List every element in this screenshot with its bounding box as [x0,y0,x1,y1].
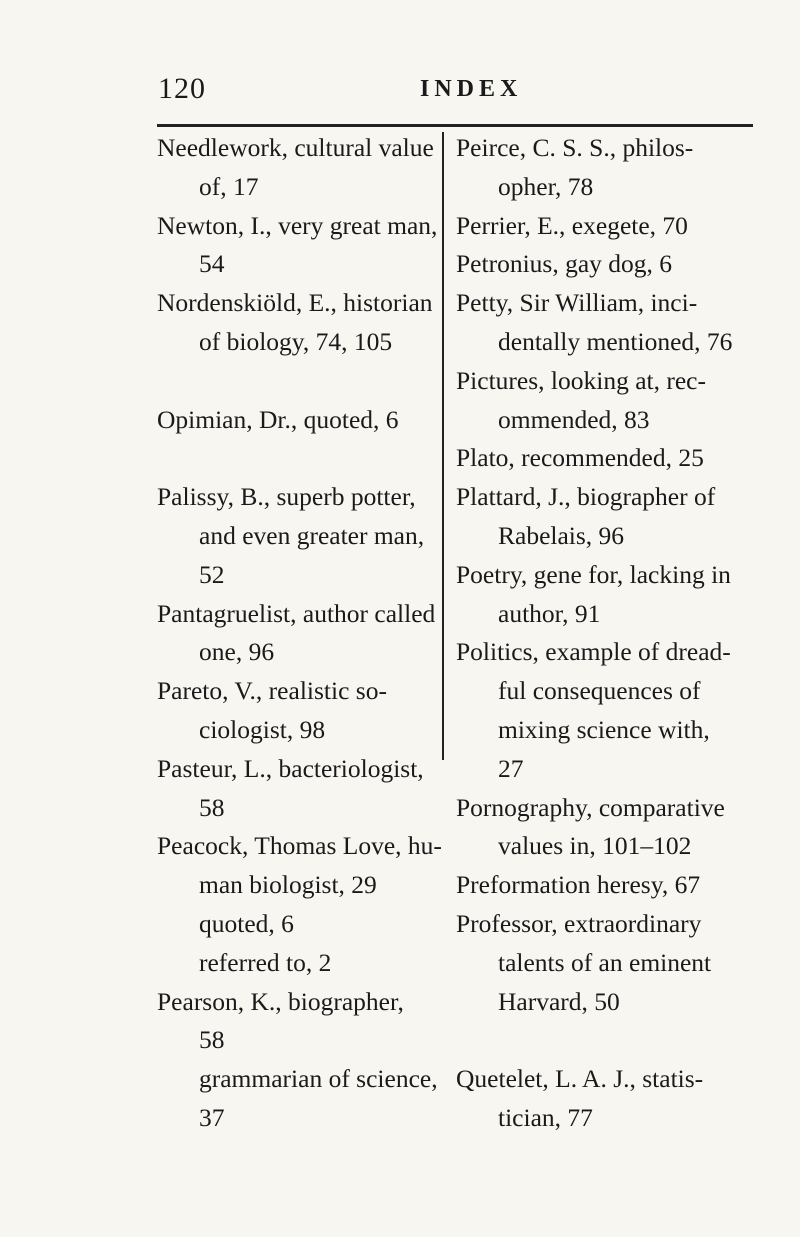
index-entry [157,827,457,905]
index-line: Preformation heresy, 67 [456,870,701,900]
index-line: author, 91 [498,598,601,628]
index-line: Peirce, C. S. S., philos- [456,133,694,162]
index-entry [157,401,457,440]
index-entry [456,556,756,634]
index-line: 58 [199,1025,225,1055]
index-subentry [157,944,457,983]
index-line: Pictures, looking at, rec- [456,365,706,395]
running-head: INDEX [420,76,523,102]
index-line: Pearson, K., biographer, [157,986,404,1016]
index-line: and even greater man, [199,520,425,550]
header-rule [157,124,753,127]
index-line: talents of an eminent [498,947,712,977]
index-subentry [157,1060,457,1138]
index-line: Plattard, J., biographer of [456,482,716,512]
index-line: Pornography, comparative [456,792,725,822]
index-entry [456,362,756,440]
index-line: tician, 77 [498,1102,593,1132]
index-line: Peacock, Thomas Love, hu- [157,831,442,861]
index-line: Petronius, gay dog, 6 [456,249,673,279]
index-entry [456,905,756,1021]
index-line: Needlework, cultural value [157,133,434,162]
index-line: Opimian, Dr., quoted, 6 [157,404,399,434]
index-line: man biologist, 29 [199,870,377,900]
index-line: Poetry, gene for, lacking in [456,559,731,589]
index-entry [456,866,756,905]
index-column-right [456,129,756,1138]
index-line: of biology, 74, 105 [199,326,393,356]
index-entry [157,284,457,362]
index-entry [456,633,756,788]
index-entry [456,129,756,207]
index-line: Perrier, E., exegete, 70 [456,210,688,240]
index-line: opher, 78 [498,171,594,201]
index-entry [157,129,457,207]
column-divider [442,132,444,760]
index-entry [157,595,457,673]
index-line: ciologist, 98 [199,714,326,744]
page-number: 120 [158,72,206,105]
index-line: quoted, 6 [199,908,294,938]
index-entry [456,1060,756,1138]
index-line: grammarian of science, [199,1064,438,1094]
index-line: Nordenskiöld, E., historian [157,288,433,318]
index-line: Politics, example of dread- [456,637,731,667]
index-entry [456,207,756,246]
index-line: ful consequences of [498,676,701,706]
index-entry [157,672,457,750]
index-entry [456,789,756,867]
index-entry [157,207,457,285]
index-line: 52 [199,559,225,589]
index-line: referred to, 2 [199,947,332,977]
index-line: ommended, 83 [498,404,650,434]
index-line: Newton, I., very great man, [157,210,438,240]
index-line: Palissy, B., superb potter, [157,482,416,512]
index-line: one, 96 [199,637,275,667]
page-header [0,72,800,112]
index-subentry [157,905,457,944]
index-entry [157,983,457,1061]
index-line: 54 [199,249,225,279]
index-line: Quetelet, L. A. J., statis- [456,1064,704,1094]
index-line: Pareto, V., realistic so- [157,676,387,706]
index-line: Petty, Sir William, inci- [456,288,698,318]
index-line: Professor, extraordinary [456,908,702,938]
index-line: 37 [199,1102,225,1132]
index-line: dentally mentioned, 76 [498,326,733,356]
index-line: 27 [498,753,524,783]
index-entry [456,439,756,478]
index-entry [157,750,457,828]
index-line: of, 17 [199,171,259,201]
index-line: Rabelais, 96 [498,520,625,550]
index-line: Pantagruelist, author called [157,598,436,628]
index-entry [456,245,756,284]
index-line: mixing science with, [498,714,710,744]
index-line: Harvard, 50 [498,986,620,1016]
index-line: Pasteur, L., bacteriologist, [157,753,424,783]
index-line: values in, 101–102 [498,831,692,861]
index-line: Plato, recommended, 25 [456,443,704,473]
index-entry [456,478,756,556]
index-entry [157,478,457,594]
index-line: 58 [199,792,225,822]
index-column-left [157,129,457,1138]
index-entry [456,284,756,362]
